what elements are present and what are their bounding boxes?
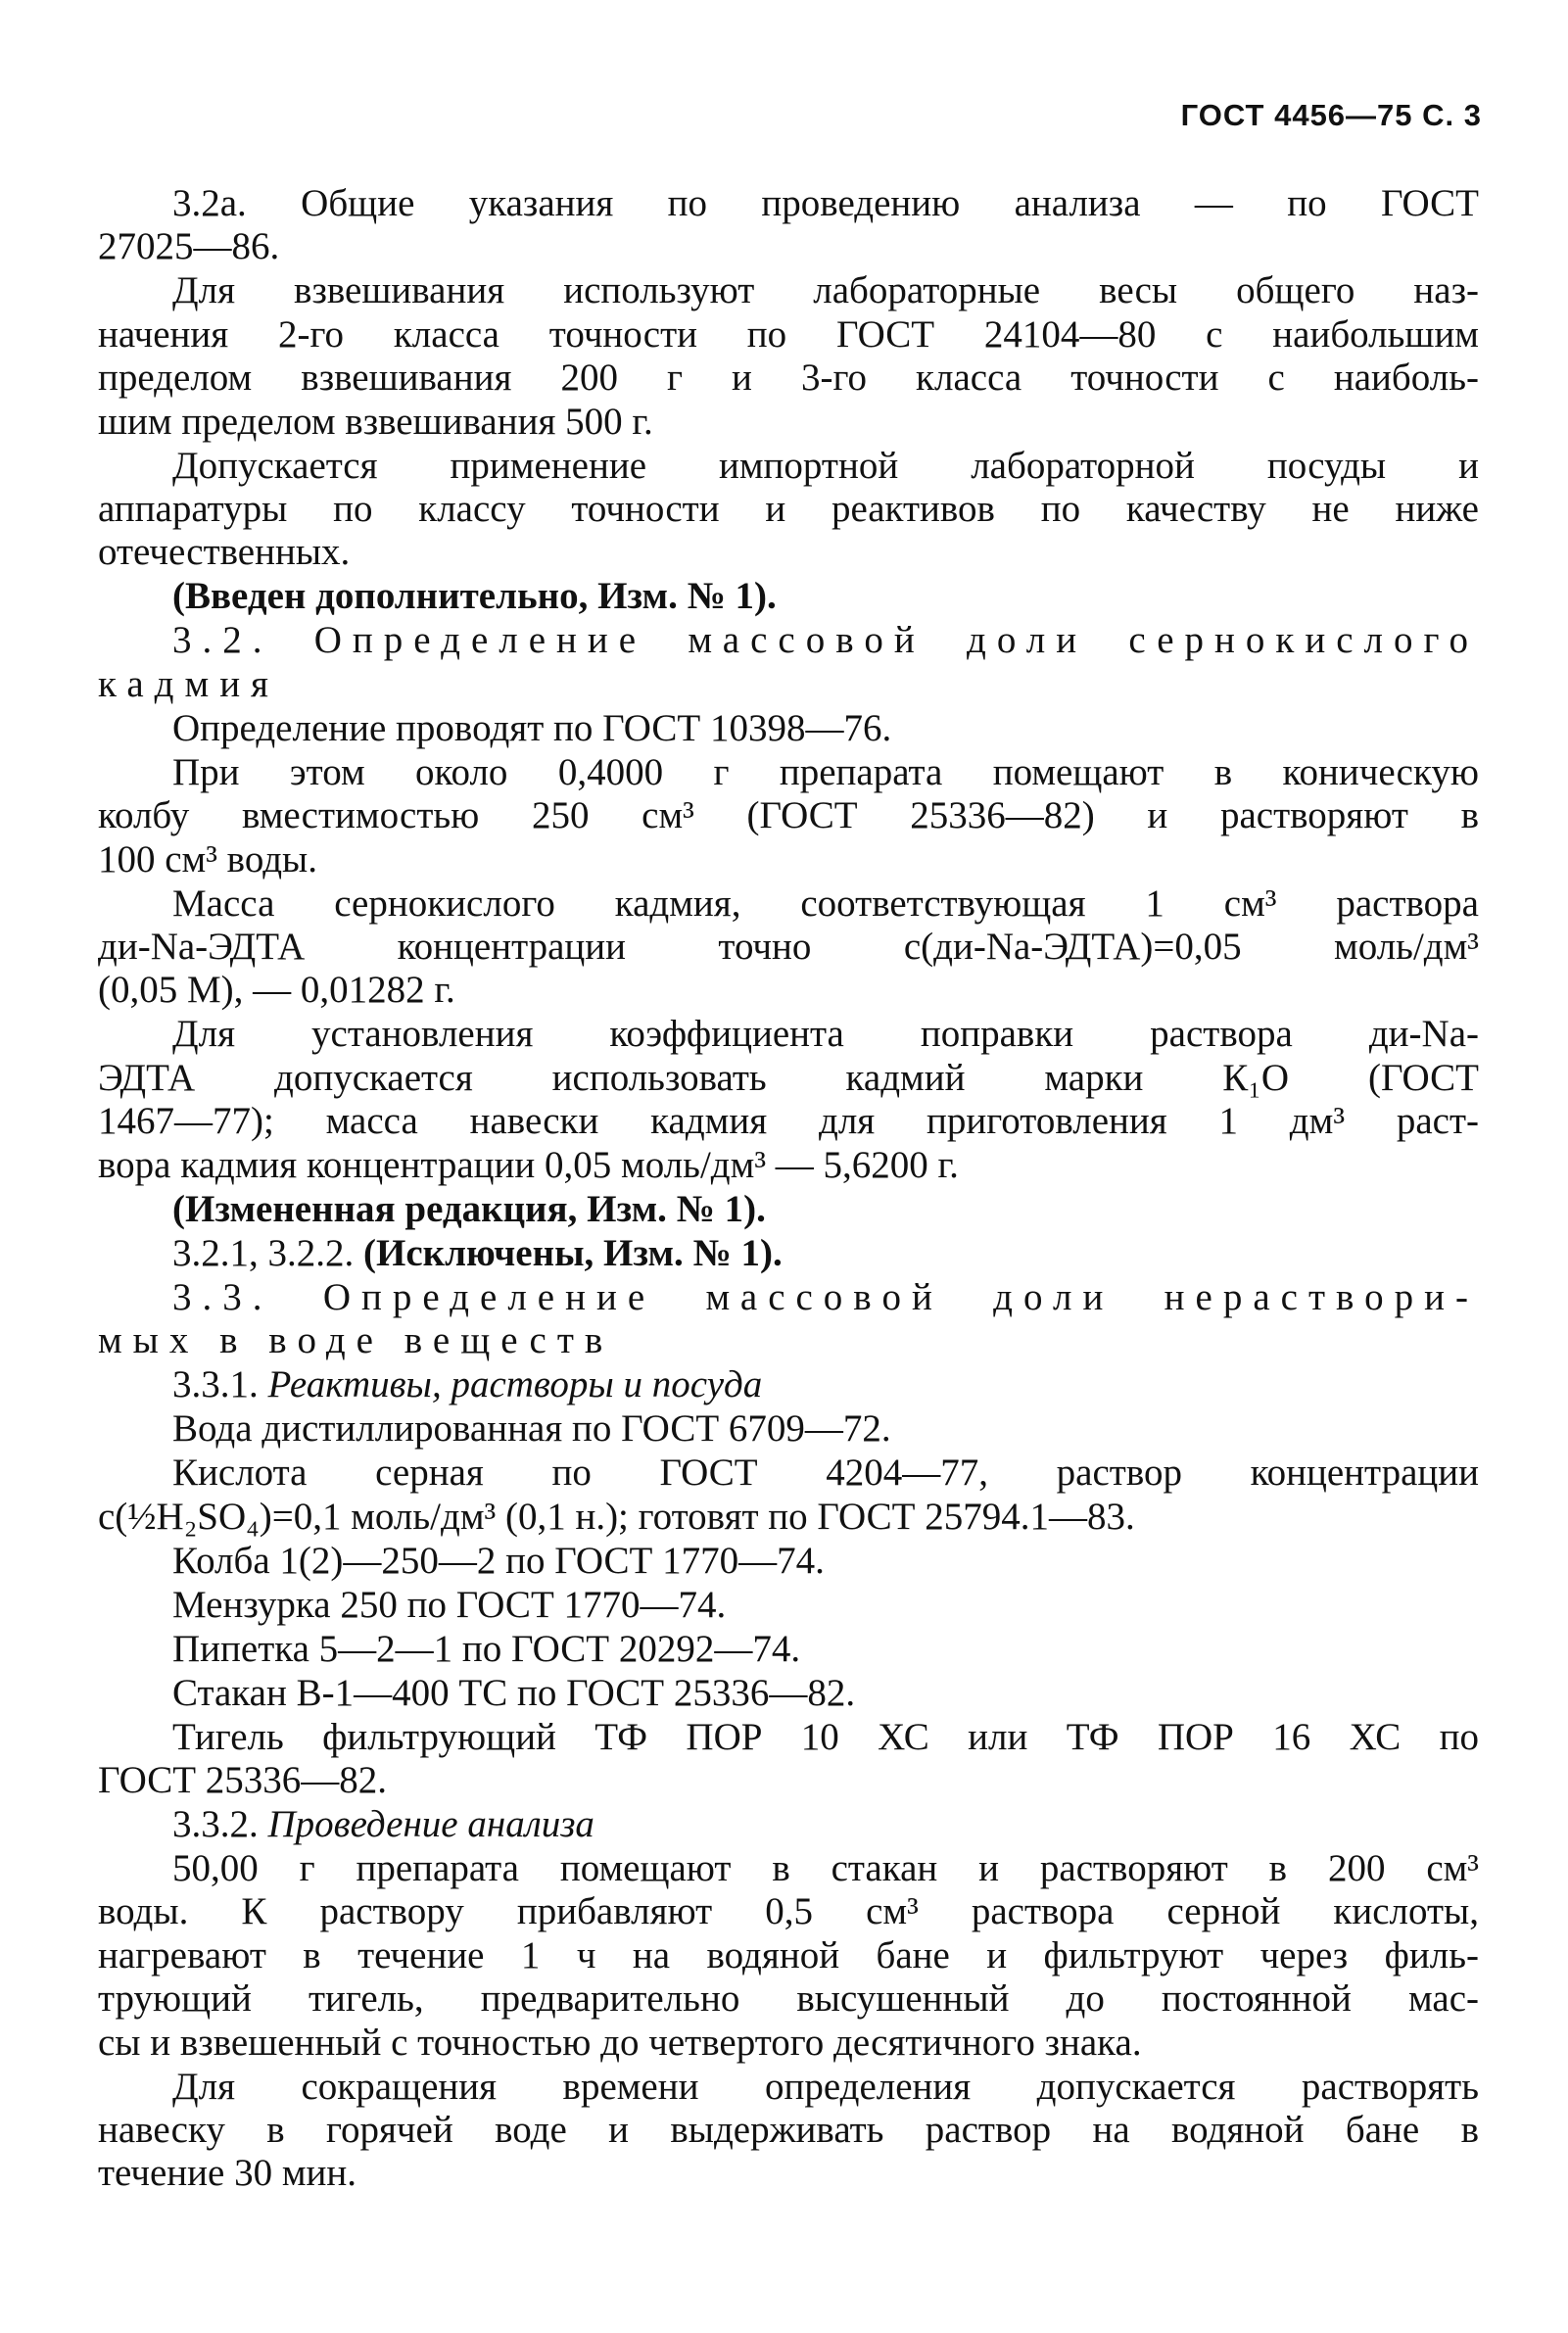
section-3-2-mass: Масса сернокислого кадмия, соответствующая 1 см³ раствора ди-Na-ЭДТА концентрации точно с(ди-Na-ЭДТА)=0,05 моль/дм³ (0,05 М), — 0,01282 г.	[98, 881, 1479, 1012]
reagent-acid: Кислота серная по ГОСТ 4204—77, раствор концентрации с(½H₂SO₄)=0,1 моль/дм³ (0,1 н.); готовят по ГОСТ 25794.1—83.	[98, 1452, 1479, 1538]
excluded-note: 3.2.1, 3.2.2. (Исключены, Изм. № 1).	[172, 1231, 783, 1274]
analysis-paragraph: 50,00 г препарата помещают в стакан и растворяют в 200 см³ воды. К раствору прибавляют 0,5 см³ раствора серной кислоты, нагревают в течение 1 ч на водяной бане и фильтруют через филь- трующий тигель, предварительно высушенный до постоянной мас- сы и взвешенный с точностью до четвертого десятичного знака.	[98, 1846, 1479, 2064]
document-body	[98, 182, 1479, 2196]
section-3-2-heading: 3.2. Определение массовой доли сернокислого кадмия	[98, 619, 1479, 705]
equipment-pipette: Пипетка 5—2—1 по ГОСТ 20292—74.	[172, 1627, 801, 1670]
section-3-2-sample: При этом около 0,4000 г препарата помещают в коническую колбу вместимостью 250 см³ (ГОСТ 25336—82) и растворяют в 100 см³ воды.	[98, 750, 1479, 881]
equipment-cylinder: Мензурка 250 по ГОСТ 1770—74.	[172, 1583, 727, 1626]
section-3-2-method: Определение проводят по ГОСТ 10398—76.	[172, 706, 892, 749]
equipment-beaker: Стакан В-1—400 ТС по ГОСТ 25336—82.	[172, 1671, 856, 1714]
page-header: ГОСТ 4456—75 С. 3	[1180, 98, 1482, 132]
section-3-3-1-heading: 3.3.1. Реактивы, растворы и посуда	[172, 1363, 763, 1406]
weighing-paragraph: Для взвешивания используют лабораторные весы общего наз- начения 2-го класса точности по ГОСТ 24104—80 с наибольшим пределом взвешивания 200 г и 3-го класса точности с наиболь- шим пределом взвешивания 500 г.	[98, 269, 1479, 443]
time-reduction-paragraph: Для сокращения времени определения допускается растворять навеску в горячей воде и выдерживать раствор на водяной бане в течение 30 мин.	[98, 2065, 1479, 2195]
reagent-water: Вода дистиллированная по ГОСТ 6709—72.	[172, 1407, 891, 1451]
equipment-crucible: Тигель фильтрующий ТФ ПОР 10 ХС или ТФ ПОР 16 ХС по ГОСТ 25336—82.	[98, 1715, 1479, 1801]
equipment-flask: Колба 1(2)—250—2 по ГОСТ 1770—74.	[172, 1539, 825, 1582]
amendment-note-1: (Введен дополнительно, Изм. № 1).	[172, 575, 777, 618]
section-3-3-heading: 3.3. Определение массовой доли нераствори- мых в воде веществ	[98, 1275, 1479, 1362]
section-3-2-coefficient: Для установления коэффициента поправки раствора ди-Na- ЭДТА допускается использовать кадмий марки К₁О (ГОСТ 1467—77); масса навески кадмия для приготовления 1 дм³ раст- вора кадмия концентрации 0,05 моль/дм³ — 5,6200 г.	[98, 1013, 1479, 1186]
section-3-2a-heading: 3.2а. Общие указания по проведению анализа — по ГОСТ 27025—86.	[98, 182, 1479, 268]
amendment-note-2: (Измененная редакция, Изм. № 1).	[172, 1187, 766, 1230]
section-3-3-2-heading: 3.3.2. Проведение анализа	[172, 1802, 594, 1845]
import-paragraph: Допускается применение импортной лабораторной посуды и аппаратуры по классу точности и реактивов по качеству не ниже отечественных.	[98, 444, 1479, 574]
